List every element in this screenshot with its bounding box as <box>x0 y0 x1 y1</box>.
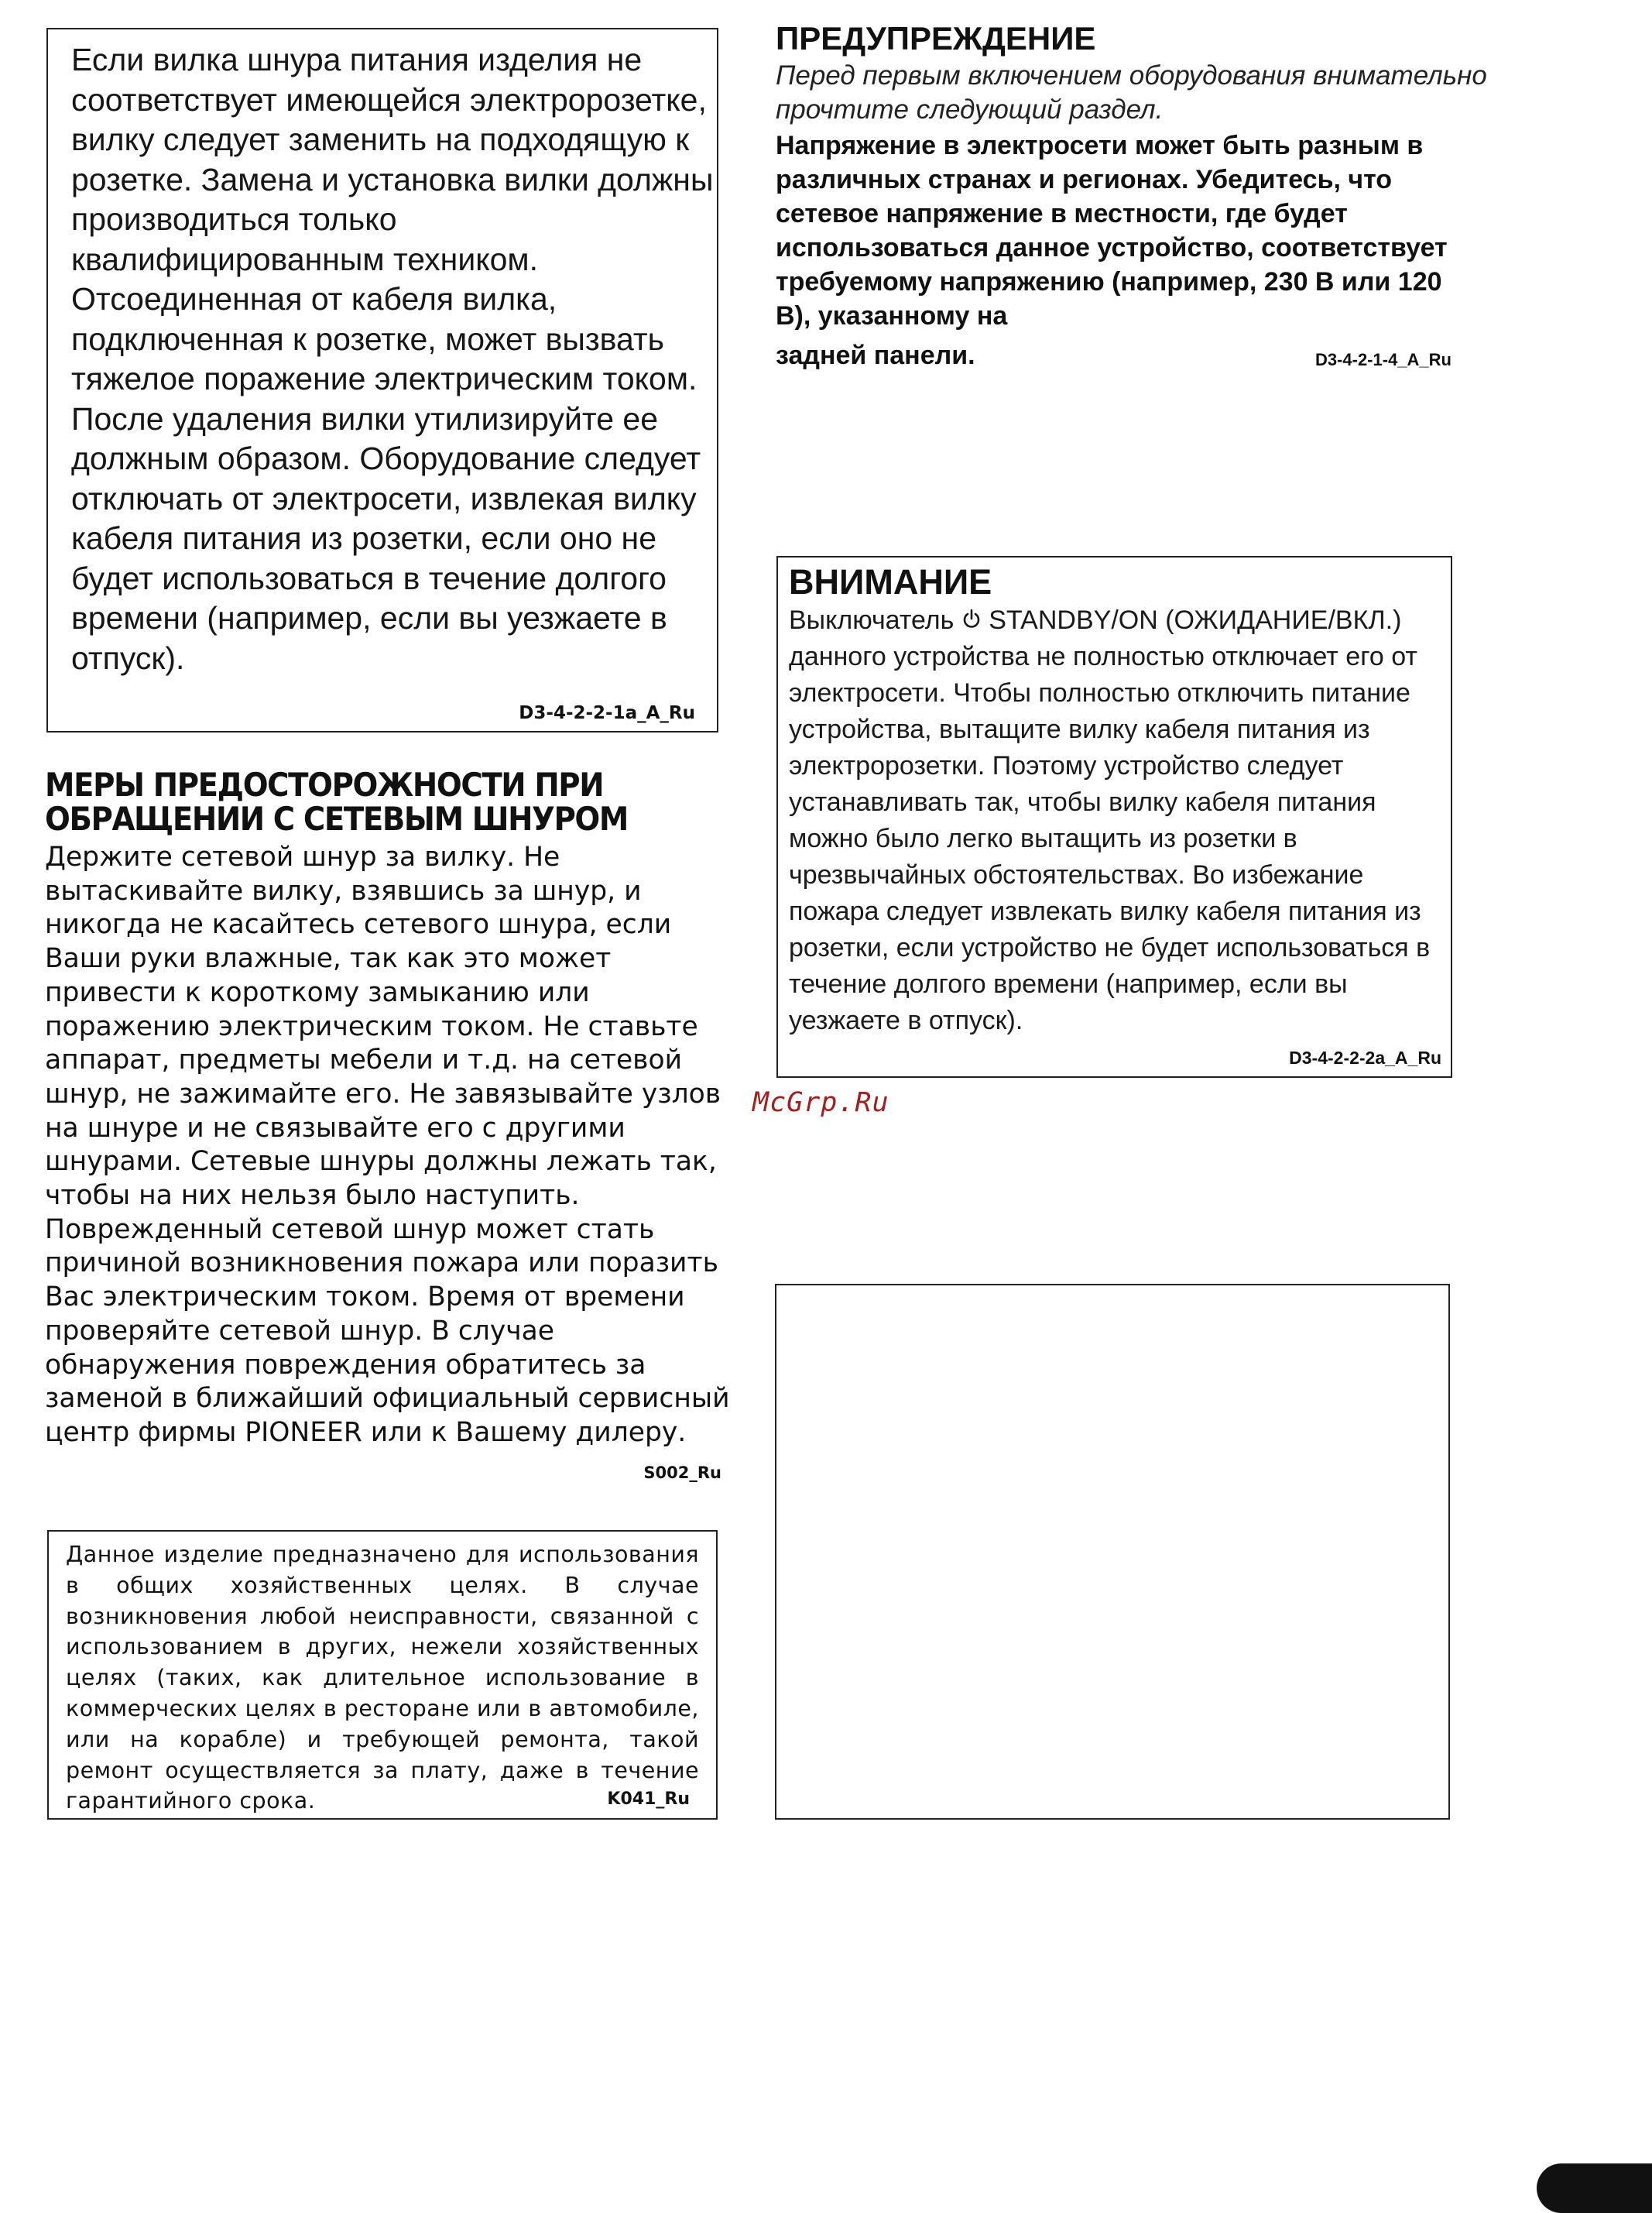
watermark-text: McGrp.Ru <box>752 1087 889 1118</box>
power-icon <box>961 606 982 635</box>
warning-code: D3-4-2-1-4_A_Ru <box>1314 350 1451 369</box>
caution-code: D3-4-2-2-2a_A_Ru <box>1289 1048 1441 1068</box>
household-use-code: K041_Ru <box>607 1789 690 1809</box>
household-use-box <box>47 1530 718 1820</box>
plug-warning-text: Если вилка шнура питания изделия не соответствует имеющейся электророзетке, вилку следует заменить на подходящую к розетке. Замена и установка вилки должны производиться только квалифицированным техником. Отсоединенная от кабеля вилка, подключенная к розетке, может вызвать тяжелое поражение электрическим током. После удаления вилки утилизируйте ее должным образом. Оборудование следует отключать от электросети, извлекая вилку кабеля питания из розетки, если оно не будет использоваться в течение долгого времени (например, если вы уезжаете в отпуск). <box>71 42 714 676</box>
cord-section-code: S002_Ru <box>643 1463 721 1482</box>
caution-box <box>776 556 1452 1078</box>
cord-section-title <box>45 768 672 836</box>
plug-warning-box <box>46 28 718 733</box>
empty-frame <box>775 1284 1450 1820</box>
plug-warning-code: D3-4-2-2-1a_A_Ru <box>519 703 695 723</box>
cord-section-text: Держите сетевой шнур за вилку. Не вытаскивайте вилку, взявшись за шнур, и никогда не касайтесь сетевого шнура, если Ваши руки влажные, так как это может привести к короткому замыканию или поражению электрическим током. Не ставьте аппарат, предметы мебели и т.д. на сетевой шнур, не зажимайте его. Не завязывайте узлов на шнуре и не связывайте его с другими шнурами. Сетевые шнуры должны лежать так, чтобы на них нельзя было наступить. Поврежденный сетевой шнур может стать причиной возникновения пожара или поразить Вас электрическим током. Время от времени проверяйте сетевой шнур. В случае обнаружения повреждения обратитесь за заменой в ближайший официальный сервисный центр фирмы PIONEER или к Вашему дилеру. <box>45 842 730 1448</box>
warning-body: Напряжение в электросети может быть разным в различных странах и регионах. Убедитесь, что сетевое напряжение в местности, где будет использоваться данное устройство, соответствует требуемому напряжению (например, 230 В или 120 В), указанному на <box>776 131 1448 331</box>
cord-title-line1: МЕРЫ ПРЕДОСТОРОЖНОСТИ ПРИ <box>45 766 604 804</box>
caution-title: ВНИМАНИЕ <box>789 562 992 602</box>
warning-body-last-line: задней панели. <box>776 341 975 370</box>
cord-title-line2: ОБРАЩЕНИИ С СЕТЕВЫМ ШНУРОМ <box>45 800 628 838</box>
caution-text-body: STANDBY/ON (ОЖИДАНИЕ/ВКЛ.) данного устройства не полностью отключает его от электросети. Чтобы полностью отключить питание устройства, вытащите вилку кабеля питания из электророзетки. Поэтому устройство следует устанавливать так, чтобы вилку кабеля питания можно было легко вытащить из розетки в чрезвычайных обстоятельствах. Во избежание пожара следует извлекать вилку кабеля питания из розетки, если устройство не будет использоваться в течение долгого времени (например, если вы уезжаете в отпуск). <box>789 606 1431 1035</box>
page-tab-marker <box>1537 2163 1652 2213</box>
warning-title: ПРЕДУПРЕЖДЕНИЕ <box>776 20 1096 57</box>
household-use-text: Данное изделие предназначено для использования в общих хозяйственных целях. В случае возникновения любой неисправности, связанной с использованием в других, нежели хозяйственных целях (таких, как длительное использование в коммерческих целях в ресторане или в автомобиле, или на корабле) и требующей ремонта, такой ремонт осуществляется за плату, даже в течение гарантийного срока. <box>66 1542 699 1814</box>
caution-text-prefix: Выключатель <box>789 606 961 635</box>
caution-text <box>789 602 1447 1039</box>
warning-intro: Перед первым включением оборудования внимательно прочтите следующий раздел. <box>776 60 1487 125</box>
